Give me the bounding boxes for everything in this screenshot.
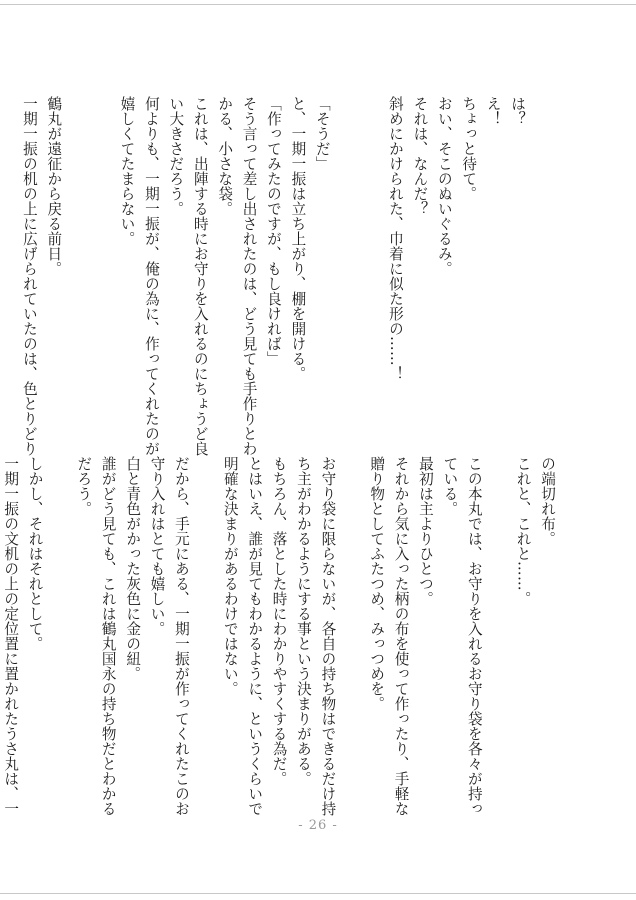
lower-text-block xyxy=(0,456,559,816)
text-line: 守り入れはとても嬉しい。 xyxy=(148,456,166,636)
text-line: 贈り物としてふたつめ、みっつめを。 xyxy=(368,456,386,711)
blank-line xyxy=(90,96,114,456)
text-line: 何よりも、一期一振が、俺の為に、作ってくれたのが xyxy=(142,96,160,456)
text-line: これと、これと……。 xyxy=(514,456,532,606)
text-line: だから、手元にある、一期一振が作ってくれたこのお xyxy=(172,456,190,816)
text-line: これは、出陣する時にお守りを入れるのにちょうど良 xyxy=(191,96,209,456)
blank-line xyxy=(334,96,358,456)
page-number: - 26 - xyxy=(298,818,338,833)
text-line: 白と青色がかった灰色に金の紐。 xyxy=(124,456,142,681)
text-line: もちろん、落とした時にわかりやすくする為だ。 xyxy=(270,456,288,786)
text-line: おい、そこのぬいぐるみ。 xyxy=(435,96,453,276)
text-line: と、一期一振は立ち上がり、棚を開ける。 xyxy=(289,96,307,381)
text-line: 嬉しくてたまらない。 xyxy=(118,96,136,246)
text-line: そう言って差し出されたのは、どう見ても手作りとわ xyxy=(240,96,258,456)
text-line: それは、なんだ？ xyxy=(411,96,429,216)
text-line: 一期一振の文机の上の定位置に置かれたうさ丸は、一 xyxy=(2,456,20,816)
text-line: しかし、それはそれとして。 xyxy=(26,456,44,651)
text-line: 「そうだ」 xyxy=(313,96,331,171)
text-line: 「作ってみたのですが、もし良ければ」 xyxy=(264,96,282,366)
text-line: ている。 xyxy=(441,456,459,516)
text-line: それから気に入った柄の布を使って作ったり、手軽な xyxy=(392,456,410,816)
text-line: 最初は主よりひとつ。 xyxy=(416,456,434,606)
text-line: かる、小さな袋。 xyxy=(216,96,234,216)
text-line: え！ xyxy=(484,96,502,126)
text-line: ちょっと待て。 xyxy=(460,96,478,201)
upper-text-block xyxy=(17,96,529,456)
text-line: 一期一振の机の上に広げられていたのは、色とりどり xyxy=(20,96,38,456)
text-line: の端切れ布。 xyxy=(539,456,556,546)
blank-line xyxy=(47,456,71,816)
text-line: 鶴丸が遠征から戻る前日。 xyxy=(45,96,63,276)
blank-line xyxy=(358,96,382,456)
text-line: 誰がどう見ても、これは鶴丸国永の持ち物だとわかる xyxy=(99,456,117,816)
text-line: 斜めにかけられた、巾着に似た形の……！ xyxy=(386,96,404,381)
text-line: だろう。 xyxy=(75,456,93,516)
blank-line xyxy=(65,96,89,456)
text-line: とはいえ、誰が見てもわかるように、というくらいで xyxy=(246,456,264,816)
text-line: は？ xyxy=(509,96,526,126)
text-line: ち主がわかるようにする事という決まりがある。 xyxy=(294,456,312,786)
blank-line xyxy=(193,456,217,816)
text-line: い大きさだろう。 xyxy=(167,96,185,216)
text-line: お守り袋に限らないが、各自の持ち物はできるだけ持 xyxy=(319,456,337,816)
text-line: 明確な決まりがあるわけではない。 xyxy=(221,456,239,696)
blank-line xyxy=(486,456,510,816)
bottom-border-line xyxy=(0,893,636,894)
blank-line xyxy=(339,456,363,816)
text-line: この本丸では、お守りを入れるお守り袋を各々が持っ xyxy=(465,456,483,816)
top-border-line xyxy=(0,4,636,5)
